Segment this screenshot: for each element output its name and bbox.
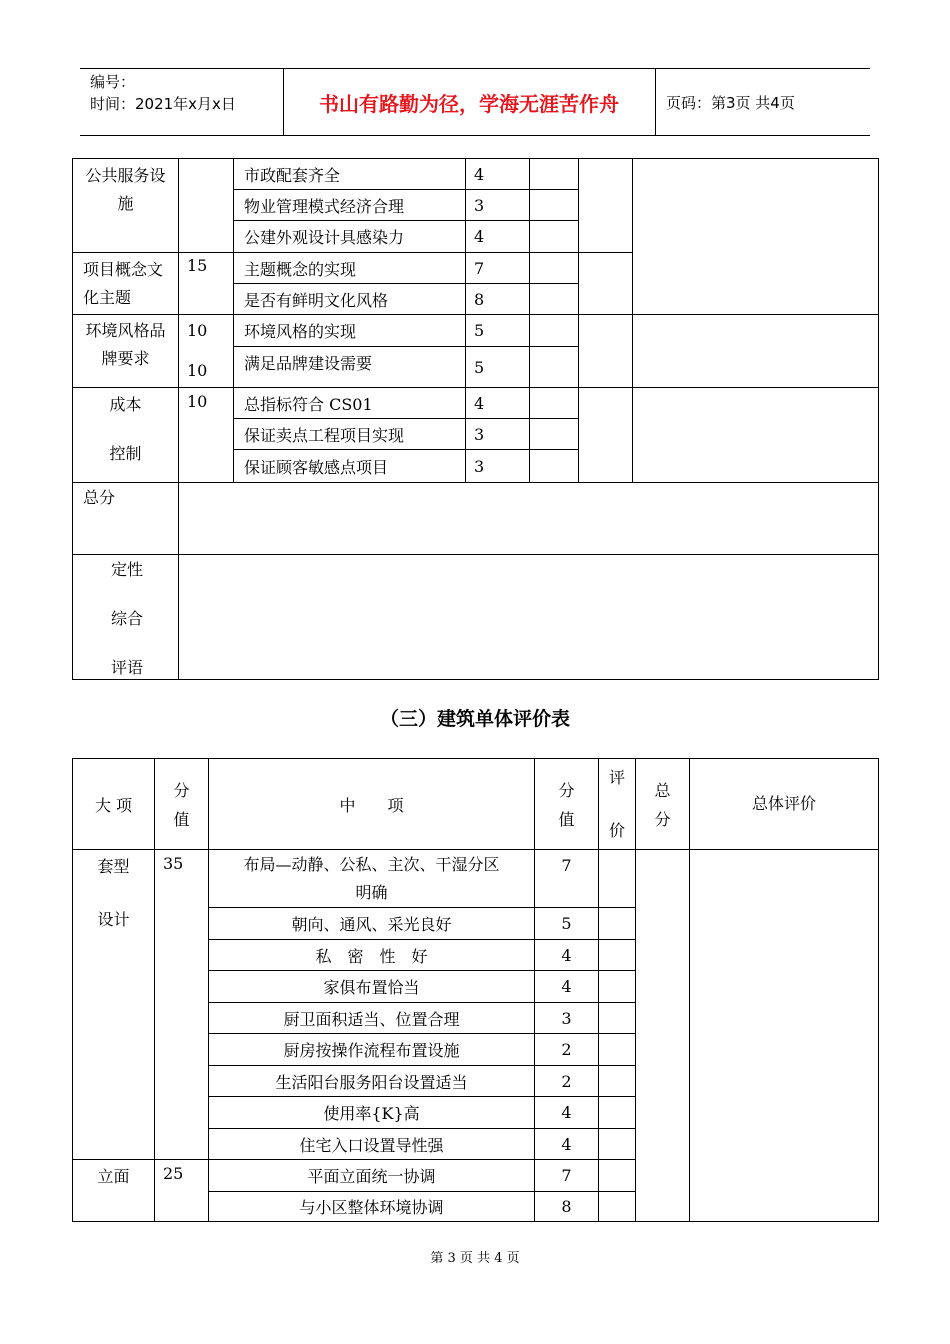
eval-cell[interactable]	[599, 1129, 636, 1160]
overall-cell[interactable]	[633, 159, 879, 315]
value-cell: 4	[466, 388, 530, 419]
eval-cell[interactable]	[530, 419, 579, 450]
page-footer: 第 3 页 共 4 页	[430, 1251, 520, 1266]
qualitative-label: 定性 综合 评语	[73, 555, 179, 680]
eval-cell[interactable]	[530, 159, 579, 190]
item-cell: 家俱布置恰当	[209, 971, 535, 1003]
table-row	[73, 555, 879, 680]
item-cell: 保证卖点工程项目实现	[234, 419, 466, 450]
value-cell: 3	[466, 190, 530, 221]
value-cell: 3	[466, 450, 530, 483]
value-cell: 5	[466, 315, 530, 347]
score-cell: 15	[179, 253, 234, 315]
category-cell: 项目概念文化主题	[73, 253, 179, 315]
item-cell: 总指标符合 CS01	[234, 388, 466, 419]
header-divider	[655, 68, 656, 136]
item-cell: 市政配套齐全	[234, 159, 466, 190]
section-title: （三）建筑单体评价表	[379, 708, 570, 730]
item-cell: 保证顾客敏感点项目	[234, 450, 466, 483]
overall-cell[interactable]	[633, 315, 879, 388]
total-cell[interactable]	[579, 253, 633, 315]
value-cell: 5	[466, 347, 530, 388]
page-header	[80, 68, 870, 136]
item-cell: 环境风格的实现	[234, 315, 466, 347]
value-cell: 2	[535, 1066, 599, 1097]
value-cell: 7	[535, 850, 599, 908]
value-cell: 4	[535, 1097, 599, 1129]
item-cell: 厨房按操作流程布置设施	[209, 1034, 535, 1066]
table-row	[73, 850, 879, 908]
item-cell: 公建外观设计具感染力	[234, 221, 466, 253]
table-row	[73, 388, 879, 419]
header-value: 分 值	[535, 759, 599, 850]
header-total: 总 分	[636, 759, 690, 850]
table-row	[73, 159, 879, 190]
item-cell: 平面立面统一协调	[209, 1160, 535, 1192]
header-category: 大 项	[73, 759, 155, 850]
header-score: 分 值	[155, 759, 209, 850]
item-cell: 生活阳台服务阳台设置适当	[209, 1066, 535, 1097]
qualitative-comment-cell[interactable]	[179, 555, 879, 680]
score-cell: 35	[155, 850, 209, 1160]
eval-cell[interactable]	[530, 450, 579, 483]
table-row	[73, 315, 879, 347]
number-label: 编号：	[90, 73, 136, 91]
eval-cell[interactable]	[530, 221, 579, 253]
item-cell: 使用率{K}高	[209, 1097, 535, 1129]
eval-cell[interactable]	[599, 908, 636, 940]
time-label: 时间：2021年x月x日	[90, 95, 236, 113]
category-cell: 公共服务设施	[73, 159, 179, 253]
page-label: 页码：第3页 共4页	[666, 93, 795, 112]
item-cell: 住宅入口设置导性强	[209, 1129, 535, 1160]
total-label: 总分	[73, 483, 179, 555]
eval-cell[interactable]	[599, 1160, 636, 1192]
overall-cell[interactable]	[633, 388, 879, 483]
item-cell: 满足品牌建设需要	[234, 347, 466, 388]
item-cell: 主题概念的实现	[234, 253, 466, 284]
value-cell: 7	[466, 253, 530, 284]
category-cell: 立面	[73, 1160, 155, 1222]
evaluation-table-2	[72, 758, 879, 1222]
overall-cell[interactable]	[690, 850, 879, 1222]
table-header-row	[73, 759, 879, 850]
header-eval: 评 价	[599, 759, 636, 850]
value-cell: 3	[466, 419, 530, 450]
category-cell: 环境风格品牌要求	[73, 315, 179, 388]
value-cell: 8	[466, 284, 530, 315]
eval-cell[interactable]	[599, 1034, 636, 1066]
value-cell: 7	[535, 1160, 599, 1192]
score-cell: 25	[155, 1160, 209, 1222]
value-cell: 4	[535, 1129, 599, 1160]
value-cell: 5	[535, 908, 599, 940]
value-cell: 4	[466, 221, 530, 253]
eval-cell[interactable]	[599, 1097, 636, 1129]
item-cell: 与小区整体环境协调	[209, 1192, 535, 1222]
item-cell: 布局—动静、公私、主次、干湿分区 明确	[209, 850, 535, 908]
item-cell: 厨卫面积适当、位置合理	[209, 1003, 535, 1034]
value-cell: 2	[535, 1034, 599, 1066]
value-cell: 4	[535, 940, 599, 971]
eval-cell[interactable]	[530, 315, 579, 347]
item-cell: 物业管理模式经济合理	[234, 190, 466, 221]
motto: 书山有路勤为径，学海无涯苦作舟	[319, 91, 619, 116]
eval-cell[interactable]	[530, 284, 579, 315]
value-cell: 4	[535, 971, 599, 1003]
value-cell: 4	[466, 159, 530, 190]
category-cell: 套型 设计	[73, 850, 155, 1160]
eval-cell[interactable]	[599, 971, 636, 1003]
value-cell: 3	[535, 1003, 599, 1034]
eval-cell[interactable]	[599, 1192, 636, 1222]
eval-cell[interactable]	[530, 253, 579, 284]
eval-cell[interactable]	[530, 388, 579, 419]
header-overall: 总体评价	[690, 759, 879, 850]
total-cell[interactable]	[579, 315, 633, 388]
item-cell: 是否有鲜明文化风格	[234, 284, 466, 315]
total-cell[interactable]	[636, 850, 690, 1222]
eval-cell[interactable]	[530, 190, 579, 221]
item-cell: 私 密 性 好	[209, 940, 535, 971]
category-cell: 成本 控制	[73, 388, 179, 483]
total-cell[interactable]	[579, 159, 633, 253]
eval-cell[interactable]	[530, 347, 579, 388]
header-meta	[90, 71, 236, 115]
score-cell	[179, 159, 234, 253]
total-value-cell[interactable]	[179, 483, 879, 555]
value-cell: 8	[535, 1192, 599, 1222]
table-row	[73, 483, 879, 555]
eval-cell[interactable]	[599, 1003, 636, 1034]
total-cell[interactable]	[579, 388, 633, 483]
header-item: 中 项	[209, 759, 535, 850]
score-cell: 10	[179, 388, 234, 483]
eval-cell[interactable]	[599, 1066, 636, 1097]
eval-cell[interactable]	[599, 850, 636, 908]
item-cell: 朝向、通风、采光良好	[209, 908, 535, 940]
score-cell: 10 10	[179, 315, 234, 388]
evaluation-table-1	[72, 158, 879, 680]
eval-cell[interactable]	[599, 940, 636, 971]
